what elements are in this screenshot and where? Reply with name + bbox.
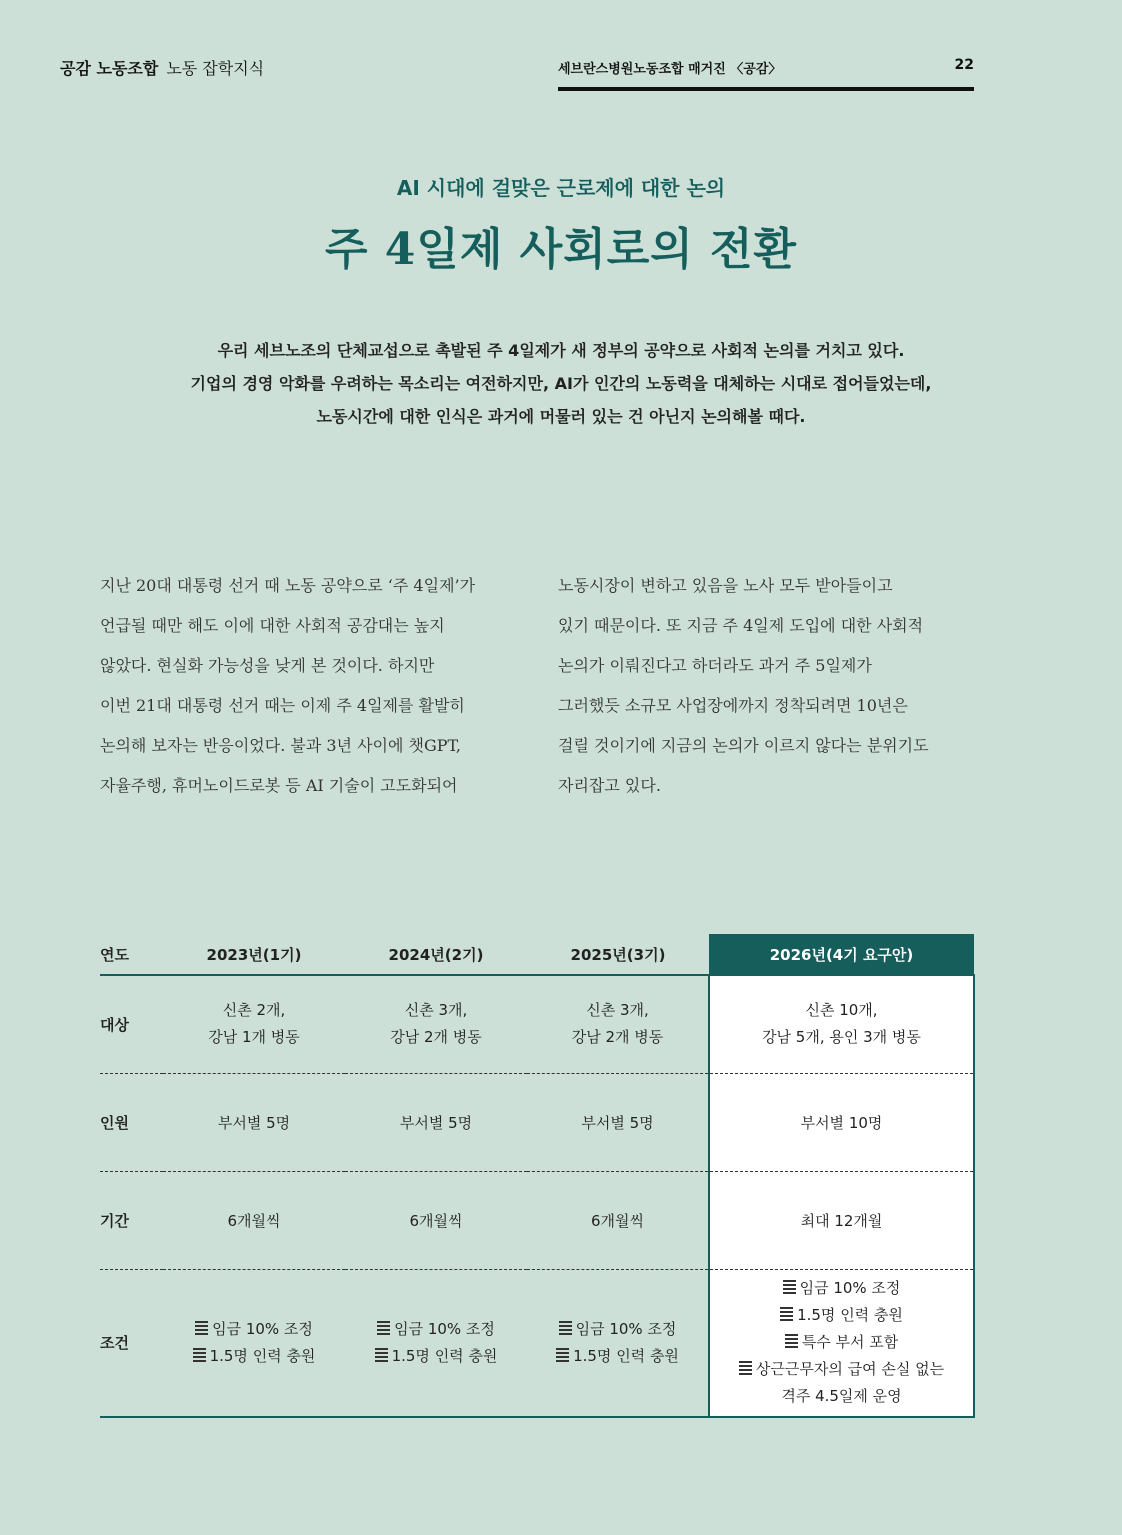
- cell-target-2024: [345, 975, 527, 1073]
- body-line: 그러했듯 소규모 사업장에까지 정착되려면 10년은: [558, 696, 908, 715]
- list-lines-icon: [375, 1348, 388, 1363]
- lead-line: 노동시간에 대한 인식은 과거에 머물러 있는 건 아닌지 논의해볼 때다.: [316, 407, 806, 426]
- condition-continuation: 격주 4.5일제 운영: [781, 1387, 902, 1406]
- cell-line: 신촌 2개,: [222, 1001, 286, 1020]
- lead-line: 우리 세브노조의 단체교섭으로 촉발된 주 4일제가 새 정부의 공약으로 사회적 논의를 거치고 있다.: [217, 341, 905, 360]
- cell-target-2023: [163, 975, 345, 1073]
- cell-staff-2026: 부서별 10명: [709, 1073, 974, 1171]
- body-line: 노동시장이 변하고 있음을 노사 모두 받아들이고: [558, 576, 893, 595]
- cell-line: 강남 2개 병동: [390, 1028, 482, 1047]
- condition-text: 상근근무자의 급여 손실 없는: [755, 1360, 945, 1379]
- condition-text: 1.5명 인력 충원: [391, 1346, 498, 1365]
- condition-item: [527, 1316, 708, 1343]
- cell-line: 강남 1개 병동: [208, 1028, 300, 1047]
- list-lines-icon: [556, 1348, 569, 1363]
- body-line: 않았다. 현실화 가능성을 낮게 본 것이다. 하지만: [100, 656, 435, 675]
- cell-period-2024: 6개월씩: [345, 1171, 527, 1269]
- body-line: 자리잡고 있다.: [558, 776, 661, 795]
- section-name: 공감 노동조합: [60, 59, 159, 78]
- condition-item: [163, 1343, 345, 1370]
- condition-text: 임금 10% 조정: [212, 1319, 313, 1338]
- condition-text: 특수 부서 포함: [801, 1333, 899, 1352]
- header-2025: 2025년(3기): [527, 934, 709, 975]
- header-2023: 2023년(1기): [163, 934, 345, 975]
- body-line: 있기 때문이다. 또 지금 주 4일제 도입에 대한 사회적: [558, 616, 924, 635]
- table-header-row: [100, 934, 974, 975]
- list-lines-icon: [377, 1321, 390, 1336]
- cell-target-2026: [709, 975, 974, 1073]
- condition-text: 1.5명 인력 충원: [209, 1346, 316, 1365]
- table-row-staff: [100, 1073, 974, 1171]
- cell-period-2023: 6개월씩: [163, 1171, 345, 1269]
- title-block: [0, 172, 1122, 277]
- condition-item: [345, 1316, 527, 1343]
- cell-conditions-2025: [527, 1269, 709, 1417]
- body-line: 자율주행, 휴머노이드로봇 등 AI 기술이 고도화되어: [100, 776, 458, 795]
- body-line: 논의해 보자는 반응이었다. 불과 3년 사이에 챗GPT,: [100, 736, 461, 755]
- condition-text: 1.5명 인력 충원: [797, 1306, 903, 1325]
- condition-item: [710, 1329, 973, 1356]
- condition-text: 임금 10% 조정: [575, 1319, 677, 1338]
- cell-conditions-2026: [709, 1269, 974, 1417]
- list-lines-icon: [559, 1321, 572, 1336]
- cell-line: 신촌 3개,: [404, 1001, 468, 1020]
- condition-text: 임금 10% 조정: [799, 1279, 901, 1298]
- condition-item: [710, 1302, 973, 1329]
- table-row-target: [100, 975, 974, 1073]
- article-title: 주 4일제 사회로의 전환: [324, 224, 798, 275]
- row-label-conditions: 조건: [100, 1269, 163, 1417]
- row-label-target: 대상: [100, 975, 163, 1073]
- cell-line: 강남 2개 병동: [571, 1028, 664, 1047]
- body-line: 이번 21대 대통령 선거 때는 이제 주 4일제를 활발히: [100, 696, 465, 715]
- list-lines-icon: [780, 1307, 793, 1322]
- list-lines-icon: [739, 1361, 752, 1376]
- cell-conditions-2024: [345, 1269, 527, 1417]
- cell-conditions-2023: [163, 1269, 345, 1417]
- cell-period-2025: 6개월씩: [527, 1171, 709, 1269]
- list-lines-icon: [195, 1321, 208, 1336]
- article-subtitle: AI 시대에 걸맞은 근로제에 대한 논의: [396, 176, 726, 200]
- cell-line: 강남 5개, 용인 3개 병동: [762, 1028, 921, 1047]
- condition-item: [163, 1316, 345, 1343]
- lead-paragraph: [60, 334, 1062, 433]
- cell-line: 신촌 3개,: [586, 1001, 649, 1020]
- body-line: 걸릴 것이기에 지금의 논의가 이르지 않다는 분위기도: [558, 736, 929, 755]
- cell-staff-2025: 부서별 5명: [527, 1073, 709, 1171]
- body-column-left: [100, 566, 520, 806]
- running-header: [60, 56, 264, 79]
- condition-text: 1.5명 인력 충원: [573, 1346, 679, 1365]
- body-line: 언급될 때만 해도 이에 대한 사회적 공감대는 높지: [100, 616, 445, 635]
- magazine-name: 세브란스병원노동조합 매거진 〈공감〉: [558, 62, 782, 77]
- condition-item: [527, 1343, 708, 1370]
- header-2024: 2024년(2기): [345, 934, 527, 975]
- list-lines-icon: [193, 1348, 206, 1363]
- magazine-header: [558, 56, 974, 91]
- header-2026-proposal: 2026년(4기 요구안): [709, 934, 974, 975]
- condition-text: 임금 10% 조정: [394, 1319, 495, 1338]
- condition-item: [710, 1356, 973, 1383]
- header-year: 연도: [100, 934, 163, 975]
- lead-line: 기업의 경영 악화를 우려하는 목소리는 여전하지만, AI가 인간의 노동력을 대체하는 시대로 접어들었는데,: [190, 374, 932, 393]
- page-number: 22: [954, 57, 974, 73]
- condition-item: [345, 1343, 527, 1370]
- list-lines-icon: [785, 1334, 798, 1349]
- table-row-period: [100, 1171, 974, 1269]
- row-label-period: 기간: [100, 1171, 163, 1269]
- cell-target-2025: [527, 975, 709, 1073]
- table-row-conditions: [100, 1269, 974, 1417]
- comparison-table: [100, 934, 975, 1418]
- cell-period-2026: 최대 12개월: [709, 1171, 974, 1269]
- body-column-right: [558, 566, 978, 806]
- cell-line: 신촌 10개,: [805, 1001, 878, 1020]
- category-name: 노동 잡학지식: [166, 59, 265, 78]
- list-lines-icon: [783, 1280, 796, 1295]
- cell-staff-2024: 부서별 5명: [345, 1073, 527, 1171]
- cell-staff-2023: 부서별 5명: [163, 1073, 345, 1171]
- body-line: 논의가 이뤄진다고 하더라도 과거 주 5일제가: [558, 656, 872, 675]
- body-line: 지난 20대 대통령 선거 때 노동 공약으로 ‘주 4일제’가: [100, 576, 476, 595]
- condition-item: [710, 1275, 973, 1302]
- row-label-staff: 인원: [100, 1073, 163, 1171]
